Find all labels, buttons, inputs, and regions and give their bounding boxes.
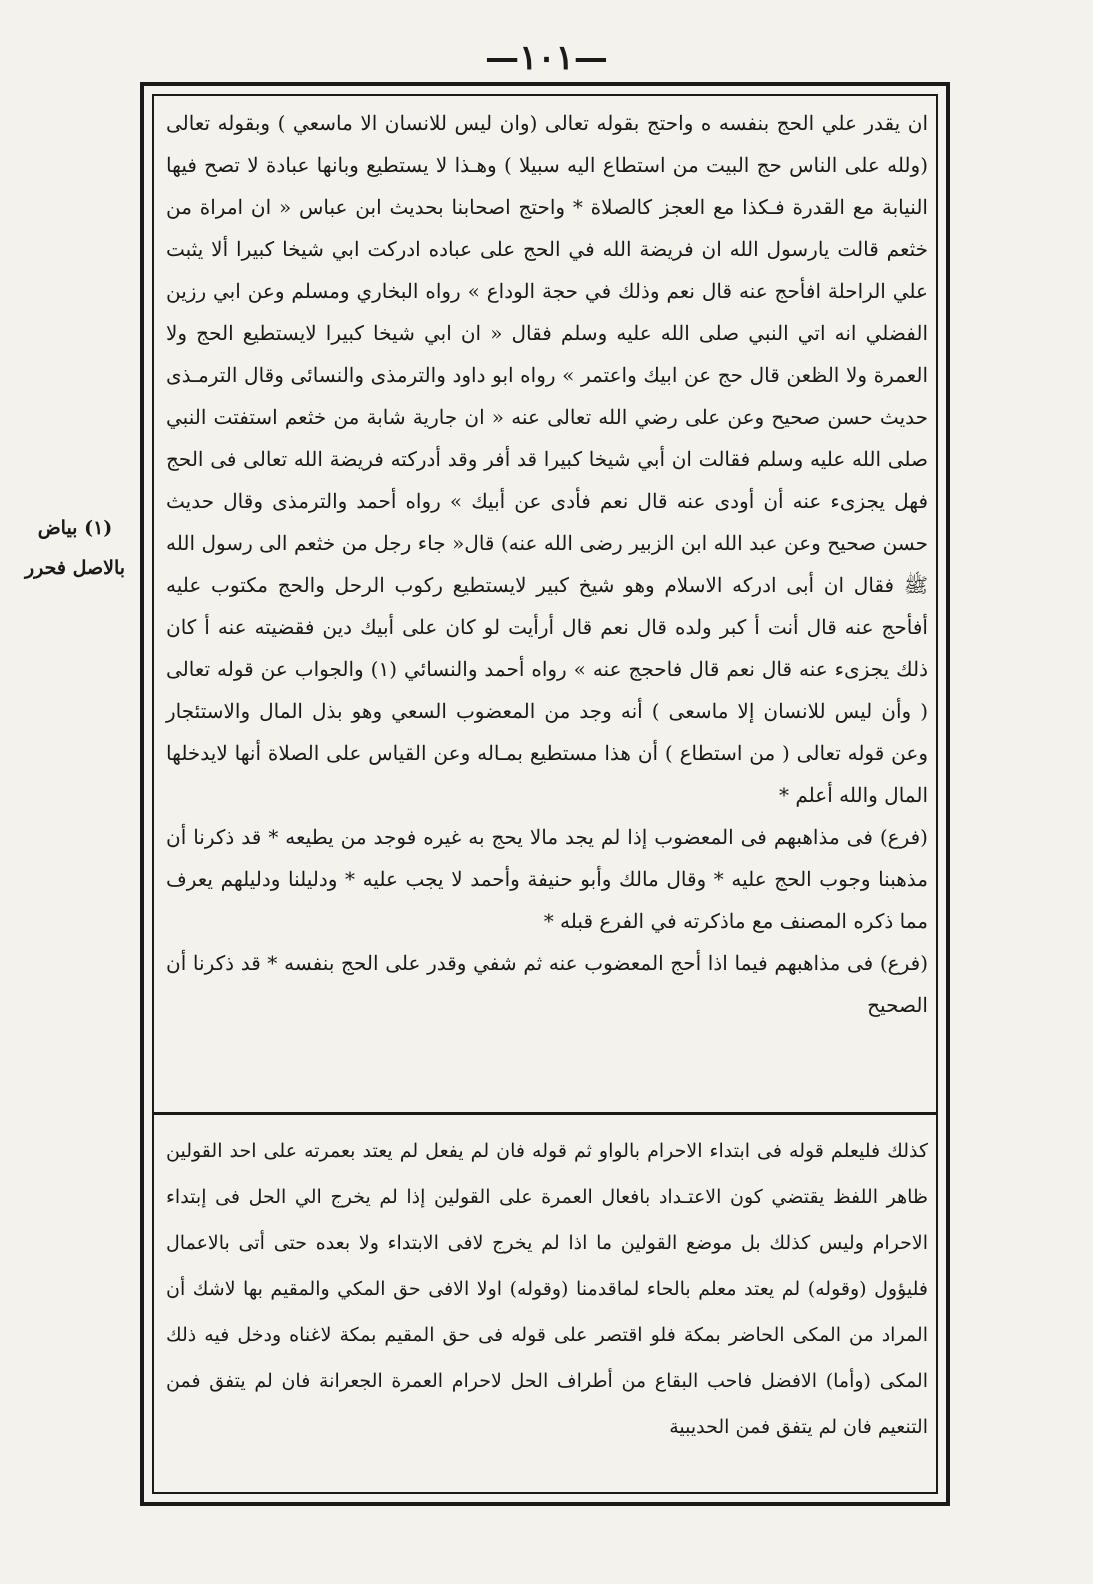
margin-note-line: بالاصل فحرر [24,557,126,579]
commentary-block [166,1128,928,1450]
margin-note-line: (١) بياض [37,517,113,539]
commentary-paragraph: كذلك فليعلم قوله فى ابتداء الاحرام بالواو ثم قوله فان لم يفعل لم يعتد بعمرته على احد القولين ظاهر اللفظ يقتضي كون الاعتـداد بافعال العمرة على القولين إذا لم يخرج الي الحل فى إبتداء الاحرام وليس كذلك بل موضع القولين ما اذا لم يخرج لافى الابتداء ولا بعده حتى أتى بالاعمال فليؤول (وقوله) لم يعتد معلم بالحاء لماقدمنا (وقوله) اولا الافى حق المكي والمقيم بها لاشك أن المراد من المكى الحاضر بمكة فلو اقتصر على قوله فى حق المقيم بمكة لاغناه ودخل فيه ذلك المكى (وأما) الافضل فاحب البقاع من أطراف الحل لاحرام العمرة الجعرانة فان لم يتفق فمن التنعيم فان لم يتفق فمن الحديبية [166,1140,928,1438]
branch-paragraph: (فرع) فى مذاهبهم فى المعضوب إذا لم يجد مالا يحج به غيره فوجد من يطيعه * قد ذكرنا أن مذهبنا وجوب الحج عليه * وقال مالك وأبو حنيفة وأحمد لا يجب عليه * ودليلنا ودليلهم يعرف مما ذكره المصنف مع ماذكرته في الفرع قبله * [166,825,928,933]
section-divider [152,1112,938,1115]
main-text-block [166,102,928,1026]
page-number: —١٠١— [485,38,608,78]
main-paragraph: ان يقدر علي الحج بنفسه ه واحتج بقوله تعالى (وان ليس للانسان الا ماسعي ) وبقوله تعالى (ولله على الناس حج البيت من استطاع اليه سبيلا ) وهـذا لا يستطيع وبانها عبادة لا تصح فيها النيابة مع القدرة فـكذا مع العجز كالصلاة * واحتج اصحابنا بحديث ابن عباس « ان امراة من خثعم قالت يارسول الله ان فريضة الله في الحج على عباده ادركت ابي شيخا كبيرا ألا يثبت علي الراحلة افأحج عنه قال نعم وذلك في حجة الوداع » رواه البخاري ومسلم وعن ابي رزين الفضلي انه اتي النبي صلى الله عليه وسلم فقال « ان ابي شيخا كبيرا لايستطيع الحج ولا العمرة ولا الظعن قال حج عن ابيك واعتمر » رواه ابو داود والترمذى والنسائى وقال الترمـذى حديث حسن صحيح وعن على رضي الله تعالى عنه « ان جارية شابة من خثعم استفتت النبي صلى الله عليه وسلم فقالت ان أبي شيخا كبيرا قد أفر وقد أدركته فريضة الله تعالى فى الحج فهل يجزىء عنه أن أودى عنه قال نعم فأدى عن أبيك » رواه أحمد والترمذى وقال حديث حسن صحيح وعن عبد الله ابن الزبير رضى الله عنه) قال« جاء رجل من خثعم الى رسول الله ﷺ فقال ان أبى ادركه الاسلام وهو شيخ كبير لايستطيع ركوب الرحل والحج مكتوب عليه أفأحج عنه قال أنت أ كبر ولده قال نعم قال أرأيت لو كان على أبيك دين فقضيته عنه أ كان ذلك يجزىء عنه قال نعم قال فاحجج عنه » رواه أحمد والنسائي (١) والجواب عن قوله تعالى ( وأن ليس للانسان إلا ماسعى ) أنه وجد من المعضوب السعي وهو بذل المال والاستئجار وعن قوله تعالى ( من استطاع ) أن هذا مستطيع بمـاله وعن القياس على الصلاة أنها لايدخلها المال والله أعلم * [166,111,929,807]
branch-paragraph: (فرع) فى مذاهبهم فيما اذا أحج المعضوب عنه ثم شفي وقدر على الحج بنفسه * قد ذكرنا أن الصحيح [166,951,928,1017]
margin-note [16,508,134,588]
